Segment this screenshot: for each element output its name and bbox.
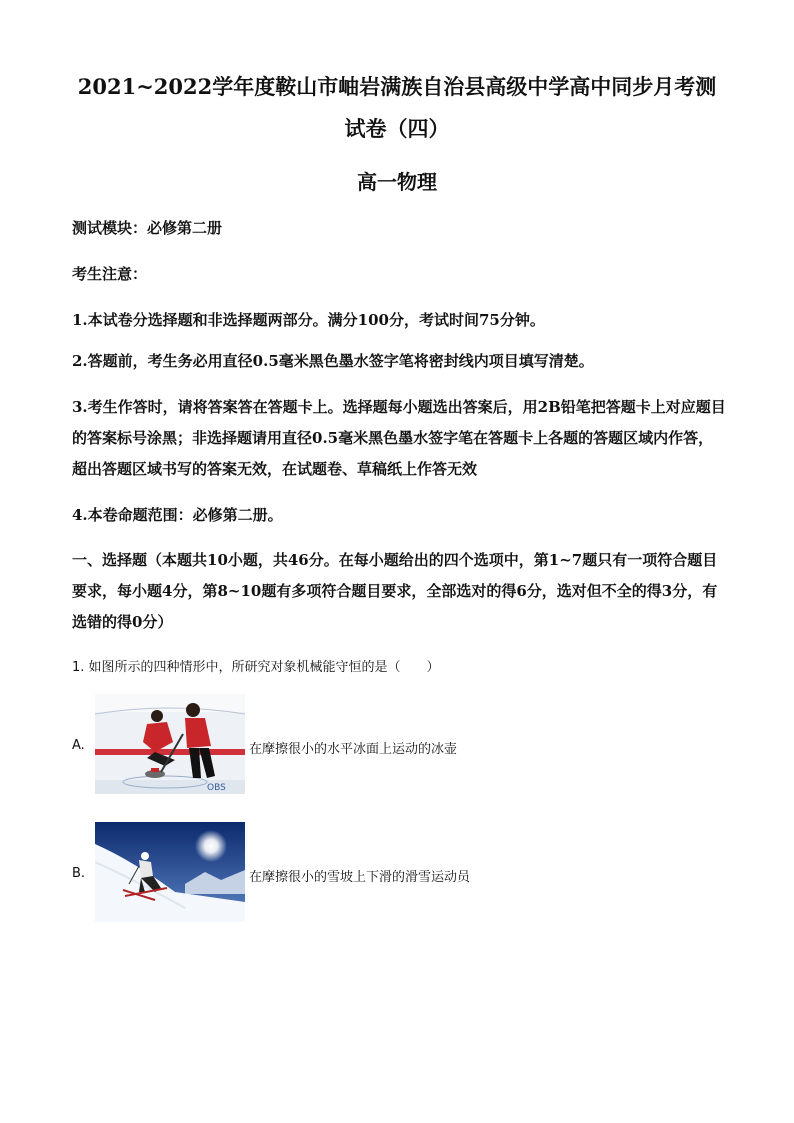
option-a-text: 在摩擦很小的水平冰面上运动的冰壶 [249,742,458,757]
option-b-letter: B. [72,866,86,881]
note-1: 1.本试卷分选择题和非选择题两部分。满分100分，考试时间75分钟。 [72,311,545,329]
notice-label: 考生注意： [72,265,148,283]
option-a-letter: A. [72,738,85,753]
section-heading: 一、选择题（本题共10小题，共46分。在每小题给出的四个选项中，第1~7题只有一项符合题目要求，每小题4分，第8~10题有多项符合题目要求，全部选对的得6分，选对但不全的得3分，有选错的得0分） [72,551,718,631]
subject-title: 高一物理 [357,170,437,194]
question-1-stem: 1. 如图所示的四种情形中，所研究对象机械能守恒的是（ ） [72,660,440,675]
note-3: 3.考生作答时，请将答案答在答题卡上。选择题每小题选出答案后，用2B铅笔把答题卡上对应题目的答案标号涂黑；非选择题请用直径0.5毫米黑色墨水签字笔在答题卡上各题的答题区域内作答，超出答题区域书写的答案无效，在试题卷、草稿纸上作答无效 [72,398,726,478]
curling-photo [95,694,245,794]
skiing-photo [95,822,245,922]
note-2: 2.答题前，考生务必用直径0.5毫米黑色墨水签字笔将密封线内项目填写清楚。 [72,352,594,370]
note-4: 4.本卷命题范围：必修第二册。 [72,506,283,524]
option-b-text: 在摩擦很小的雪坡上下滑的滑雪运动员 [249,870,471,885]
test-module: 测试模块：必修第二册 [72,219,223,237]
svg-text:OBS: OBS [207,783,226,793]
exam-title: 2021~2022学年度鞍山市岫岩满族自治县高级中学高中同步月考测试卷（四） [77,74,717,141]
